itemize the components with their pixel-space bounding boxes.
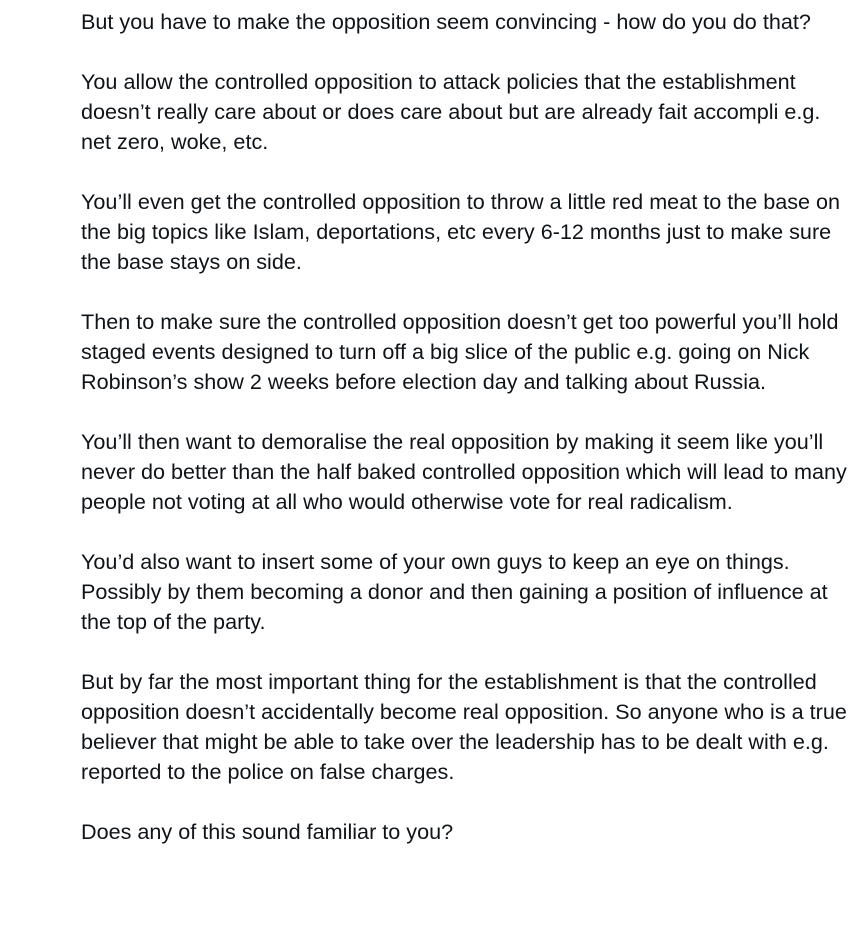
post-paragraph: But by far the most important thing for the establishment is that the controlled opposition doesn’t accidentally become real opposition. So anyone who is a true believer that might be able to take over the leadership has to be dealt with e.g. reported to the police on false charges. [81, 669, 847, 784]
post-text [81, 7, 853, 847]
post-paragraph: You’ll even get the controlled opposition to throw a little red meat to the base on the big topics like Islam, deportations, etc every 6-12 months just to make sure the base stays on side. [81, 189, 841, 274]
post-paragraph: You’d also want to insert some of your own guys to keep an eye on things. Possibly by them becoming a donor and then gaining a position of influence at the top of the party. [81, 549, 828, 634]
post-paragraph: You’ll then want to demoralise the real opposition by making it seem like you’ll never do better than the half baked controlled opposition which will lead to many people not voting at all who would otherwise vote for real radicalism. [81, 429, 847, 514]
post-paragraph: You allow the controlled opposition to attack policies that the establishment doesn’t really care about or does care about but are already fait accompli e.g. net zero, woke, etc. [81, 69, 821, 154]
post-paragraph: Does any of this sound familiar to you? [81, 819, 454, 844]
post-paragraph: Then to make sure the controlled opposition doesn’t get too powerful you’ll hold staged events designed to turn off a big slice of the public e.g. going on Nick Robinson’s show 2 weeks before election day and talking about Russia. [81, 309, 839, 394]
post-paragraph: But you have to make the opposition seem convincing - how do you do that? [81, 9, 811, 34]
